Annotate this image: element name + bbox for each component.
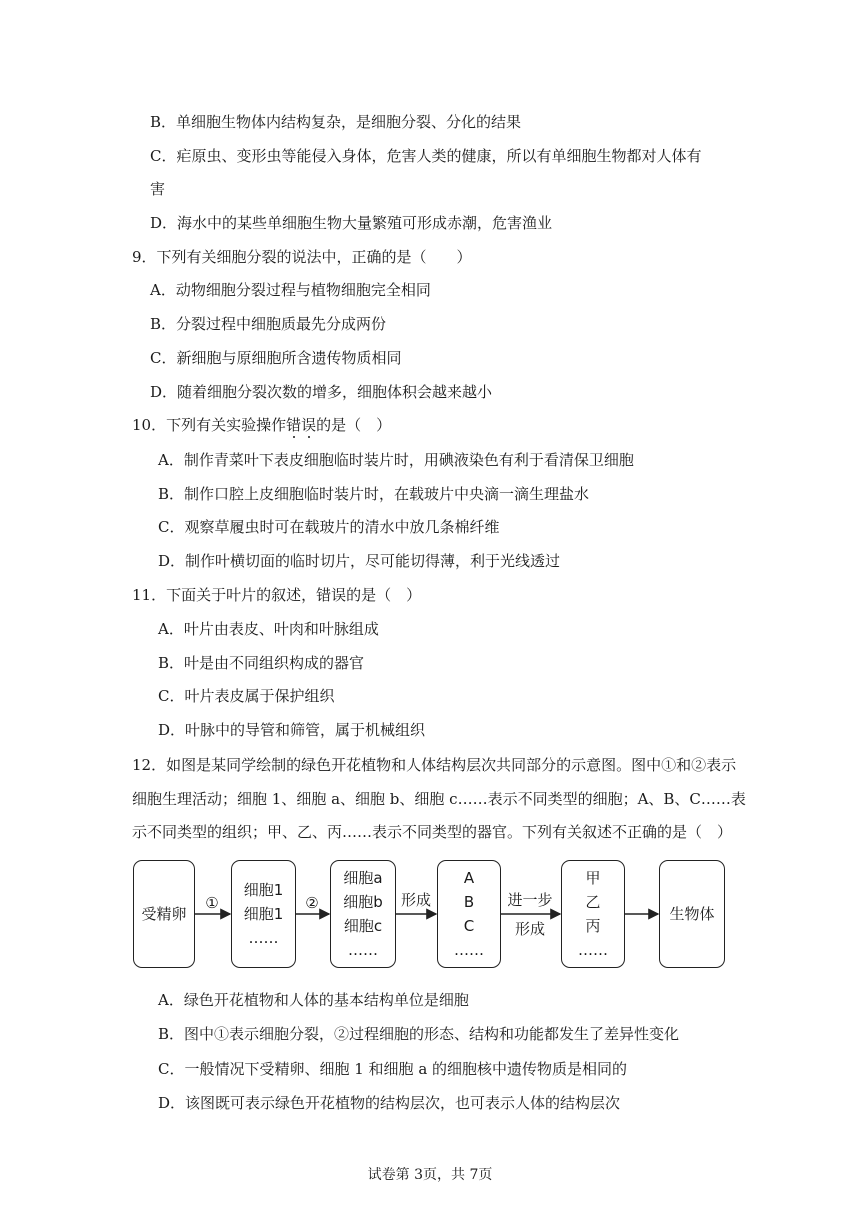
q10-option-d: D．制作叶横切面的临时切片，尽可能切得薄，利于光线透过: [158, 552, 561, 570]
box-fertilized-egg: 受精卵: [133, 860, 195, 968]
q11-option-c: C．叶片表皮属于保护组织: [158, 687, 335, 705]
q8-option-d: D．海水中的某些单细胞生物大量繁殖可形成赤潮，危害渔业: [150, 214, 553, 232]
arrow-label-4-bottom: 形成: [514, 920, 545, 938]
q10-option-a: A．制作青菜叶下表皮细胞临时装片时，用碘液染色有利于看清保卫细胞: [158, 451, 634, 469]
q12-stem-line-2: 细胞生理活动；细胞 1、细胞 a、细胞 b、细胞 c……表示不同类型的细胞；A、B、C……表: [132, 790, 746, 808]
q9-option-d: D．随着细胞分裂次数的增多，细胞体积会越来越小: [150, 383, 493, 401]
q12-option-c: C．一般情况下受精卵、细胞 1 和细胞 a 的细胞核中遗传物质是相同的: [158, 1060, 628, 1078]
q9-stem: 9．下列有关细胞分裂的说法中，正确的是（ ）: [132, 248, 472, 266]
emphasis-mark: 误: [301, 416, 317, 434]
q10-stem: 10．下列有关实验操作错误的是（ ）: [132, 416, 392, 434]
arrow-label-1: ①: [205, 894, 219, 912]
box-cells-abc: 细胞a 细胞b 细胞c ……: [330, 860, 396, 968]
q10-option-b: B．制作口腔上皮细胞临时装片时，在载玻片中央滴一滴生理盐水: [158, 485, 590, 503]
arrow-label-2: ②: [305, 894, 319, 912]
q8-option-c: C．疟原虫、变形虫等能侵入身体，危害人类的健康，所以有单细胞生物都对人体有: [150, 147, 702, 165]
box-cells-1: 细胞1 细胞1 ……: [231, 860, 296, 968]
arrow-label-3: 形成: [400, 891, 431, 909]
q8-option-c-continued: 害: [150, 180, 166, 198]
q12-stem-line-3: 示不同类型的组织；甲、乙、丙……表示不同类型的器官。下列有关叙述不正确的是（ ）: [132, 823, 733, 841]
q11-stem: 11．下面关于叶片的叙述，错误的是（ ）: [132, 586, 422, 604]
emphasis-mark: 错: [286, 416, 302, 434]
box-organism: 生物体: [659, 860, 725, 968]
q12-option-b: B．图中①表示细胞分裂，②过程细胞的形态、结构和功能都发生了差异性变化: [158, 1025, 680, 1043]
q10-option-c: C．观察草履虫时可在载玻片的清水中放几条棉纤维: [158, 518, 500, 536]
q9-option-b: B．分裂过程中细胞质最先分成两份: [150, 315, 387, 333]
diagram-arrows: [131, 858, 727, 972]
q9-option-c: C．新细胞与原细胞所含遗传物质相同: [150, 349, 402, 367]
arrow-label-4-top: 进一步: [507, 891, 553, 909]
box-tissues: A B C ……: [437, 860, 501, 968]
q8-option-b: B．单细胞生物体内结构复杂，是细胞分裂、分化的结果: [150, 113, 522, 131]
q12-option-d: D．该图既可表示绿色开花植物的结构层次，也可表示人体的结构层次: [158, 1094, 621, 1112]
q11-option-a: A．叶片由表皮、叶肉和叶脉组成: [158, 620, 379, 638]
q12-stem-line-1: 12．如图是某同学绘制的绿色开花植物和人体结构层次共同部分的示意图。图中①和②表示: [132, 756, 737, 774]
page-footer: 试卷第 3页，共 7页: [367, 1167, 493, 1183]
box-organs: 甲 乙 丙 ……: [561, 860, 625, 968]
q11-option-d: D．叶脉中的导管和筛管，属于机械组织: [158, 721, 426, 739]
structure-level-diagram: [131, 858, 727, 972]
q9-option-a: A．动物细胞分裂过程与植物细胞完全相同: [150, 281, 431, 299]
q12-option-a: A．绿色开花植物和人体的基本结构单位是细胞: [158, 991, 469, 1009]
q11-option-b: B．叶是由不同组织构成的器官: [158, 654, 365, 672]
